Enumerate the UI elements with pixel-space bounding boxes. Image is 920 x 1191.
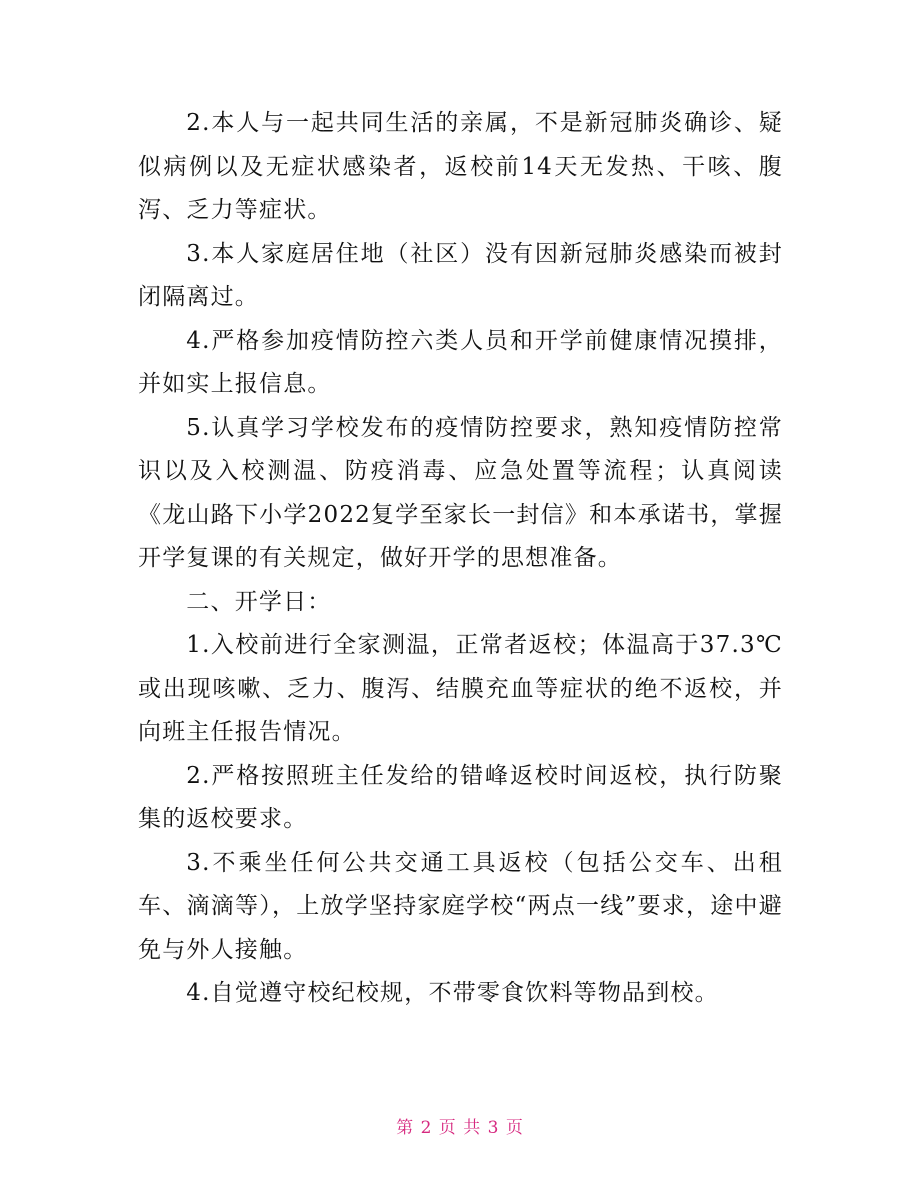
page-number-footer: 第 2 页 共 3 页	[396, 1118, 524, 1138]
section-heading: 二、开学日：	[186, 588, 332, 615]
paragraph: 2.本人与一起共同生活的亲属，不是新冠肺炎确诊、疑似病例以及无症状感染者，返校前14天无发热、干咳、腹泻、乏力等症状。	[138, 110, 783, 223]
document-body	[138, 102, 783, 1016]
paragraph: 1.入校前进行全家测温，正常者返校；体温高于37.3℃或出现咳嗽、乏力、腹泻、结膜充血等症状的绝不返校，并向班主任报告情况。	[138, 632, 783, 745]
paragraph: 4.自觉遵守校纪校规，不带零食饮料等物品到校。	[186, 980, 719, 1006]
paragraph: 3.不乘坐任何公共交通工具返校（包括公交车、出租车、滴滴等），上放学坚持家庭学校“两点一线”要求，途中避免与外人接触。	[138, 849, 783, 963]
paragraph: 5.认真学习学校发布的疫情防控要求，熟知疫情防控常识以及入校测温、防疫消毒、应急处置等流程；认真阅读《龙山路下小学2022复学至家长一封信》和本承诺书，掌握开学复课的有关规定，做好开学的思想准备。	[138, 414, 783, 571]
paragraph: 3.本人家庭居住地（社区）没有因新冠肺炎感染而被封闭隔离过。	[138, 240, 783, 310]
paragraph: 4.严格参加疫情防控六类人员和开学前健康情况摸排，并如实上报信息。	[138, 327, 783, 397]
paragraph: 2.严格按照班主任发给的错峰返校时间返校，执行防聚集的返校要求。	[138, 762, 783, 832]
